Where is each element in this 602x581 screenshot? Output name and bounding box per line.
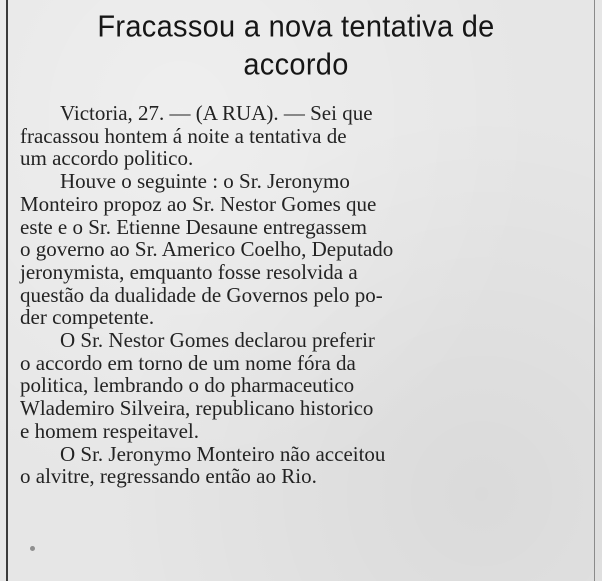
text-line-content: O Sr. Jeronymo Monteiro não acceitou — [60, 441, 386, 466]
text-line-content: O Sr. Nestor Gomes declarou preferir — [60, 328, 375, 353]
text-line: questão da dualidade de Governos pelo po- — [20, 282, 383, 307]
left-column-rule — [6, 0, 8, 581]
print-speck — [30, 546, 35, 551]
text-line: este e o Sr. Etienne Desaune entregassem — [20, 214, 367, 239]
text-line: o accordo em torno de um nome fóra da — [20, 350, 356, 375]
text-line — [20, 170, 530, 193]
text-line: politica, lembrando o do pharmaceutico — [20, 373, 355, 398]
text-line: Wlademiro Silveira, republicano historico — [20, 396, 374, 421]
text-line: Monteiro propoz ao Sr. Nestor Gomes que — [20, 191, 377, 216]
text-line — [20, 102, 530, 125]
paragraph-conclusion — [20, 443, 530, 488]
text-line: der competente. — [20, 305, 155, 330]
article-body — [20, 102, 530, 488]
text-line-content: Houve o seguinte : o Sr. Jeronymo — [60, 169, 350, 194]
text-line — [20, 443, 530, 466]
text-line: o alvitre, regressando então ao Rio. — [20, 464, 317, 489]
headline-line-1: Fracassou a nova tentativa de — [97, 10, 495, 44]
text-line: um accordo politico. — [20, 146, 194, 171]
text-line — [20, 329, 530, 352]
text-line: fracassou hontem á noite a tentativa de — [20, 123, 347, 148]
right-column-rule — [594, 0, 595, 581]
paragraph-dateline — [20, 102, 530, 170]
text-line: o governo ao Sr. Americo Coelho, Deputado — [20, 237, 394, 262]
paragraph-proposal — [20, 170, 530, 329]
paragraph-response — [20, 329, 530, 443]
text-line: e homem respeitavel. — [20, 418, 200, 443]
text-line-content: Victoria, 27. — (A RUA). — Sei que — [60, 101, 373, 125]
text-line: jeronymista, emquanto fosse resolvida a — [20, 259, 358, 284]
article-headline — [16, 8, 576, 84]
headline-line-2: accordo — [243, 48, 349, 82]
